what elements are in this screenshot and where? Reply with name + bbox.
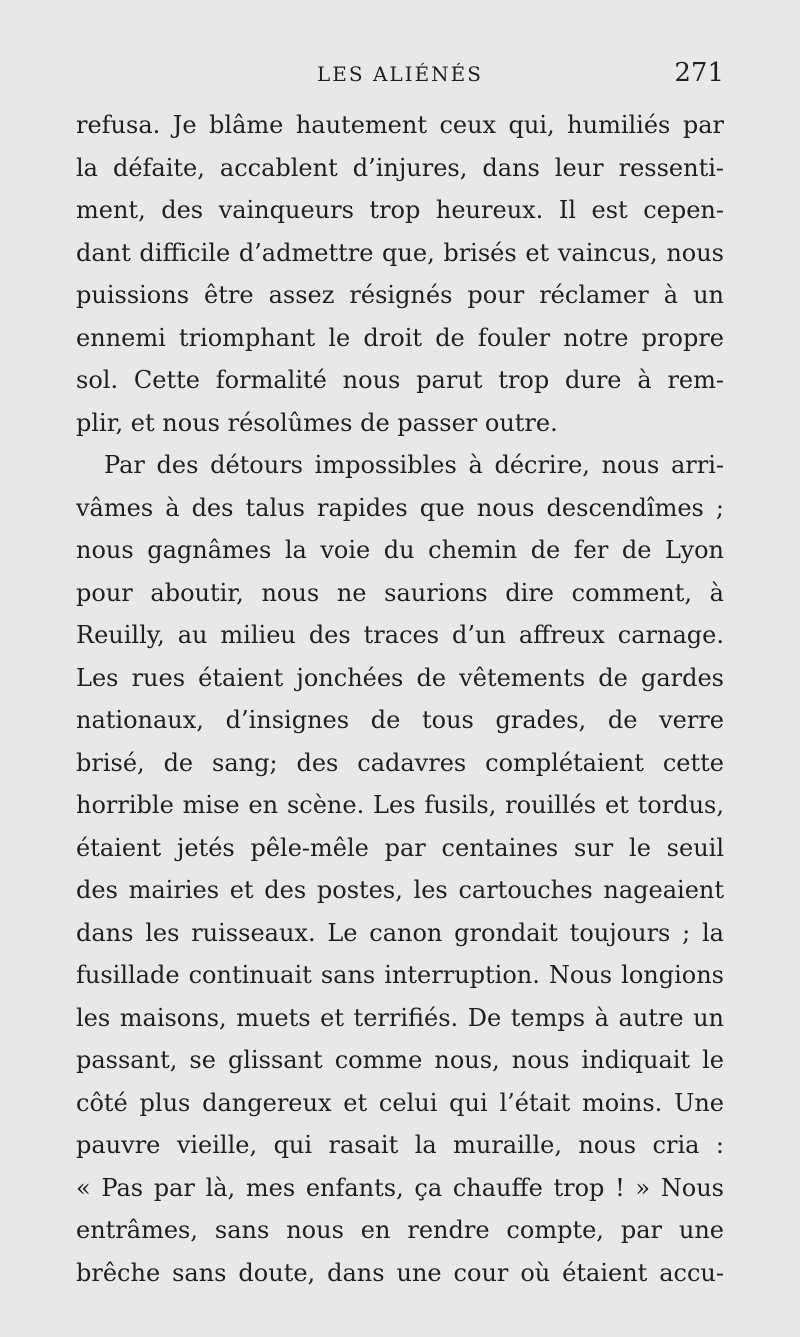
- text-line: entrâmes, sans nous en rendre compte, par une: [76, 1216, 724, 1244]
- text-line: refusa. Je blâme hautement ceux qui, humiliés par: [76, 111, 724, 139]
- text-line: dans les ruisseaux. Le canon grondait toujours ; la: [76, 918, 724, 947]
- text-line: dant difficile d’admettre que, brisés et vaincus, nous: [76, 238, 724, 267]
- text-line: « Pas par là, mes enfants, ça chauffe trop ! » Nous: [76, 1173, 724, 1202]
- body-text: [76, 104, 724, 1294]
- text-line: nous gagnâmes la voie du chemin de fer de Lyon: [76, 536, 724, 564]
- text-line: passant, se glissant comme nous, nous indiquait le: [76, 1046, 724, 1074]
- text-line: pour aboutir, nous ne saurions dire comment, à: [76, 578, 724, 607]
- text-line: Les rues étaient jonchées de vêtements de gardes: [76, 663, 724, 692]
- text-line: brisé, de sang; des cadavres complétaient cette: [76, 748, 724, 777]
- text-line: ment, des vainqueurs trop heureux. Il est cepen-: [76, 196, 724, 224]
- text-line: plir, et nous résolûmes de passer outre.: [76, 408, 558, 437]
- running-title: LES ALIÉNÉS: [317, 62, 483, 86]
- text-line: Reuilly, au milieu des traces d’un affreux carnage.: [76, 621, 724, 649]
- text-line: ennemi triomphant le droit de fouler notre propre: [76, 323, 724, 352]
- text-line: nationaux, d’insignes de tous grades, de verre: [76, 706, 724, 734]
- text-line: la défaite, accablent d’injures, dans leur ressenti-: [76, 153, 724, 182]
- text-line: puissions être assez résignés pour réclamer à un: [76, 281, 724, 309]
- text-line: Par des détours impossibles à décrire, nous arri-: [104, 451, 724, 479]
- text-line: sol. Cette formalité nous parut trop dure à rem-: [76, 366, 724, 394]
- text-line: côté plus dangereux et celui qui l’était moins. Une: [76, 1088, 724, 1117]
- text-line: brêche sans doute, dans une cour où étaient accu-: [76, 1258, 724, 1287]
- page-number: 271: [674, 58, 724, 88]
- page-header: [76, 58, 724, 94]
- text-line: pauvre vieille, qui rasait la muraille, nous cria :: [76, 1131, 724, 1159]
- text-line: horrible mise en scène. Les fusils, rouillés et tordus,: [76, 791, 724, 819]
- text-line: des mairies et des postes, les cartouches nageaient: [76, 876, 724, 904]
- text-line: étaient jetés pêle-mêle par centaines sur le seuil: [76, 833, 724, 862]
- text-line: vâmes à des talus rapides que nous descendîmes ;: [76, 493, 724, 522]
- text-line: les maisons, muets et terrifiés. De temps à autre un: [76, 1003, 724, 1032]
- text-line: fusillade continuait sans interruption. Nous longions: [76, 961, 724, 989]
